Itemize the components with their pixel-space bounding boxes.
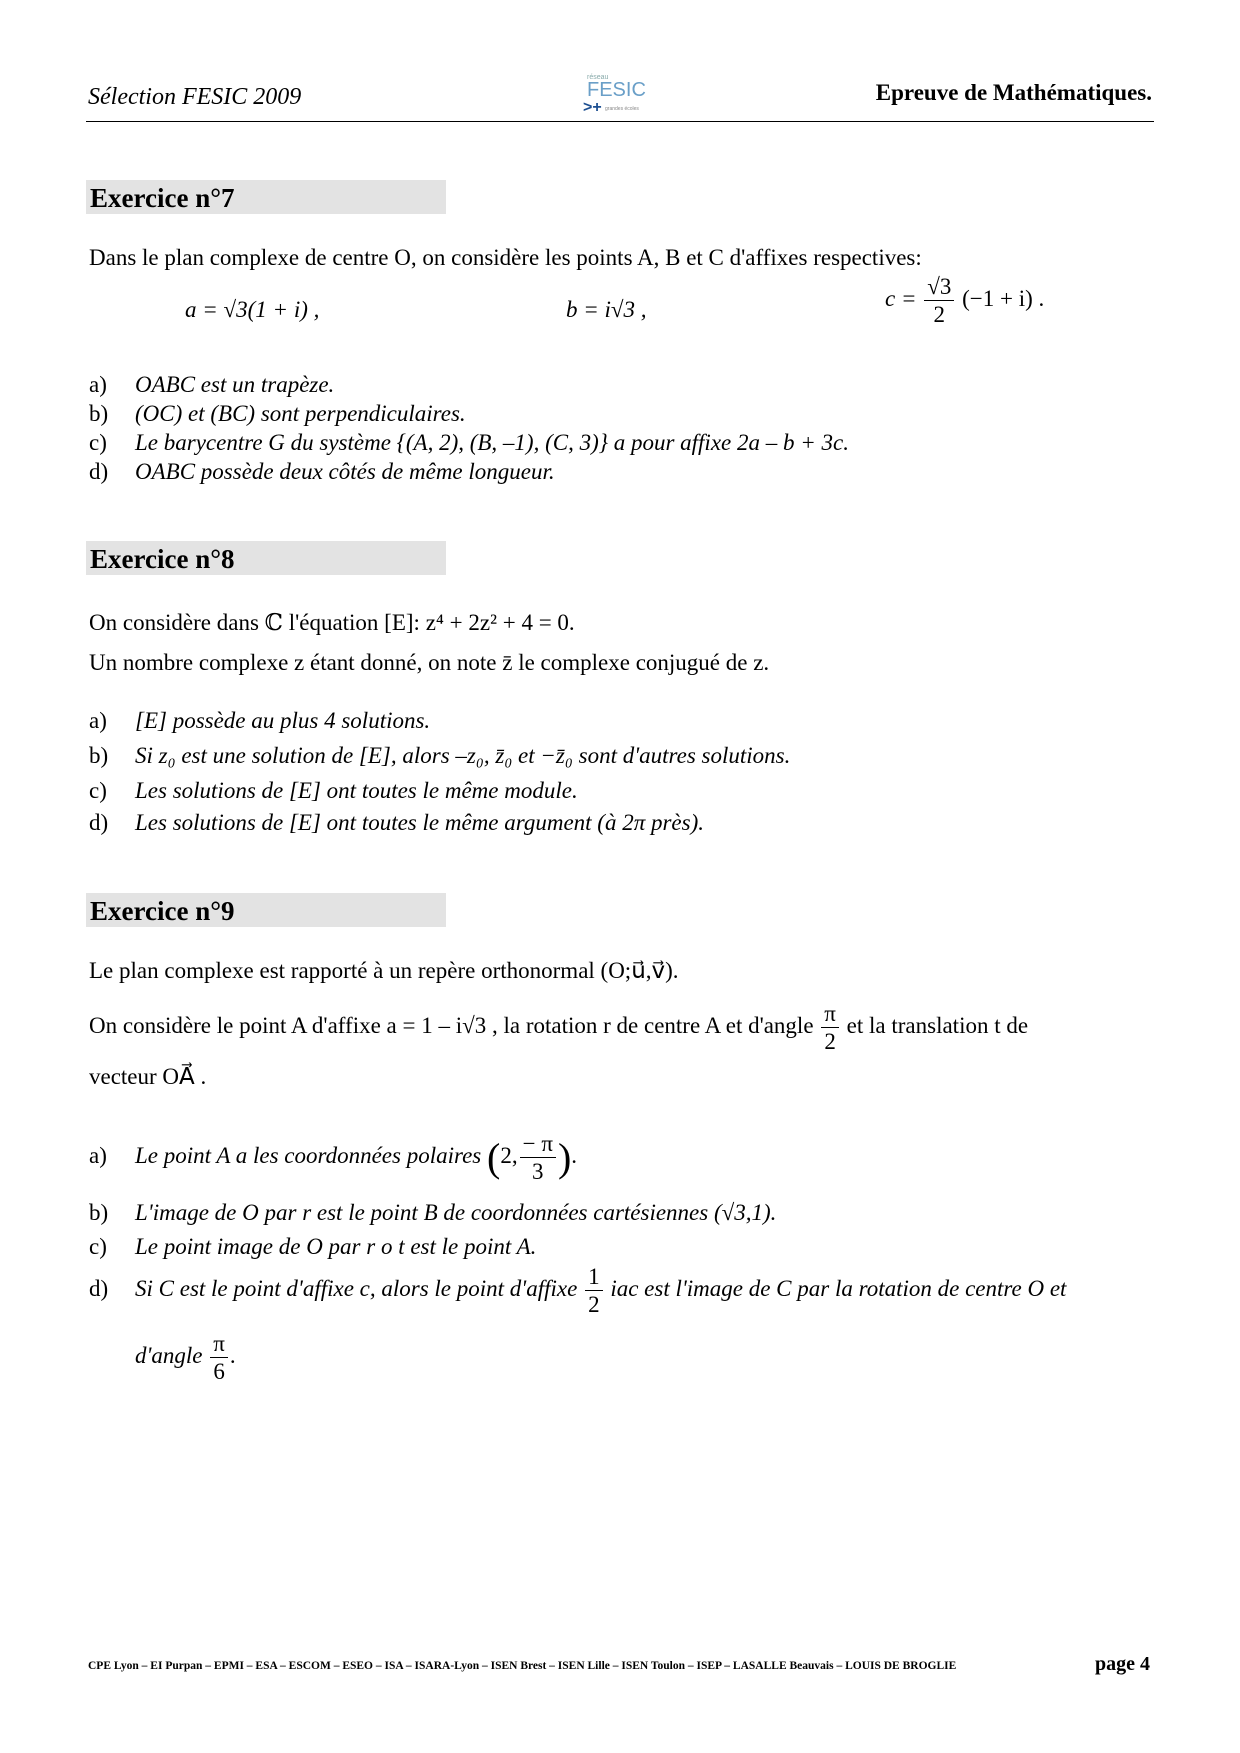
item-text-post: iac est l'image de C par la rotation de centre O et bbox=[610, 1275, 1067, 1301]
fraction-den: 2 bbox=[824, 1029, 836, 1054]
ex8-conjugate-def: Un nombre complexe z étant donné, on note z̄ le complexe conjugué de z. bbox=[89, 650, 770, 675]
ex7-intro: Dans le plan complexe de centre O, on considère les points A, B et C d'affixes respectives: bbox=[89, 245, 922, 270]
polar-angle-fraction bbox=[520, 1130, 556, 1185]
ex8-equation: On considère dans ℂ l'équation [E]: z⁴ + 2z² + 4 = 0. bbox=[89, 610, 575, 635]
header-divider bbox=[86, 121, 1154, 122]
ex7-item-c bbox=[89, 430, 849, 456]
ex9-line2a: On considère le point A d'affixe a = 1 – i√3 , la rotation r de centre A et d'angle bbox=[89, 1012, 814, 1038]
header-left: Sélection FESIC 2009 bbox=[88, 84, 302, 110]
polar-radius: 2, bbox=[500, 1142, 518, 1168]
item-text: Le point image de O par r o t est le point A. bbox=[135, 1234, 537, 1259]
item-text: OABC est un trapèze. bbox=[135, 372, 335, 397]
ex7-c-num: √3 bbox=[924, 273, 954, 301]
item-label: b) bbox=[89, 401, 109, 426]
ex9-title: Exercice n°9 bbox=[86, 893, 446, 927]
item-text: Le point A a les coordonnées polaires bbox=[135, 1142, 482, 1168]
item-label: b) bbox=[89, 743, 109, 768]
item-label: c) bbox=[89, 430, 107, 455]
ex7-c-fraction bbox=[924, 273, 954, 328]
item-d-angle-fraction bbox=[210, 1330, 228, 1385]
ex9-line2b: et la translation t de bbox=[846, 1012, 1029, 1038]
item-text: Les solutions de [E] ont toutes le même argument (à 2π près). bbox=[135, 810, 705, 835]
header-right: Epreuve de Mathématiques. bbox=[875, 80, 1152, 105]
item-text: Si C est le point d'affixe c, alors le point d'affixe bbox=[135, 1275, 578, 1301]
fesic-logo bbox=[575, 70, 675, 120]
item-label: a) bbox=[89, 372, 107, 397]
ex8-title: Exercice n°8 bbox=[86, 541, 446, 575]
ex8-item-c bbox=[89, 778, 578, 804]
ex9-item-a: a) Le point A a les coordonnées polaires (2, $\frac{- \pi}{3}$ ). bbox=[89, 1131, 578, 1184]
item-d-fraction bbox=[585, 1263, 603, 1318]
fraction-num: π bbox=[821, 1000, 839, 1028]
item-text: (OC) et (BC) sont perpendiculaires. bbox=[135, 401, 466, 426]
item-label: a) bbox=[89, 708, 107, 733]
footer-schools: CPE Lyon – EI Purpan – EPMI – ESA – ESCOM – ESEO – ISA – ISARA-Lyon – ISEN Brest – ISEN Lille – ISEN Toulon – ISEP – LASALLE Beauvais – LOUIS DE BROGLIE bbox=[88, 1660, 957, 1672]
item-text: L'image de O par r est le point B de coordonnées cartésiennes (√3,1). bbox=[135, 1200, 777, 1225]
item-label: a) bbox=[89, 1142, 107, 1168]
fraction-den: 2 bbox=[588, 1292, 600, 1317]
ex9-frame: Le plan complexe est rapporté à un repère orthonormal (O;u⃗,v⃗). bbox=[89, 958, 679, 983]
item-text: OABC possède deux côtés de même longueur. bbox=[135, 459, 555, 484]
page-number: page 4 bbox=[1095, 1653, 1150, 1675]
fraction-den: 3 bbox=[532, 1159, 544, 1184]
ex7-item-d bbox=[89, 459, 555, 485]
ex9-item-d-line2: d'angle $\frac{\pi}{6}$ . bbox=[135, 1331, 236, 1384]
fraction-num: − π bbox=[520, 1130, 556, 1158]
ex7-title: Exercice n°7 bbox=[86, 180, 446, 214]
ex9-angle-fraction bbox=[821, 1000, 839, 1055]
item-text: [E] possède au plus 4 solutions. bbox=[135, 708, 431, 733]
ex9-point-A bbox=[89, 1000, 1028, 1055]
ex7-c-rhs: (−1 + i) . bbox=[962, 285, 1045, 311]
fraction-num: 1 bbox=[585, 1263, 603, 1291]
item-label: d) bbox=[89, 459, 109, 484]
logo-sub: grandes écoles bbox=[605, 106, 639, 112]
item-label: b) bbox=[89, 1200, 109, 1225]
ex9-item-c bbox=[89, 1234, 536, 1260]
ex7-formula-a: a = √3(1 + i) , bbox=[185, 297, 320, 322]
ex7-item-b bbox=[89, 401, 466, 427]
item-text: Le barycentre G du système {(A, 2), (B, –1), (C, 3)} a pour affixe 2a – b + 3c. bbox=[135, 430, 849, 455]
ex7-c-lhs: c = bbox=[885, 285, 917, 311]
item-text: Si z₀ est une solution de [E], alors –z₀, z̄₀ et −z̄₀ sont d'autres solutions. bbox=[135, 743, 791, 768]
item-label: c) bbox=[89, 1234, 107, 1259]
ex8-item-b bbox=[89, 743, 790, 769]
item-label: c) bbox=[89, 778, 107, 803]
item-label: d) bbox=[89, 1275, 109, 1301]
ex9-item-d bbox=[89, 1263, 1066, 1318]
ex7-formula-c bbox=[885, 273, 1044, 328]
ex7-item-a bbox=[89, 372, 334, 398]
item-label: d) bbox=[89, 810, 109, 835]
item-text: d'angle bbox=[135, 1342, 203, 1368]
logo-top: réseau bbox=[587, 74, 609, 81]
ex7-formula-b: b = i√3 , bbox=[566, 297, 647, 322]
logo-main: FESIC bbox=[587, 79, 646, 101]
ex8-item-a bbox=[89, 708, 430, 734]
item-text: Les solutions de [E] ont toutes le même module. bbox=[135, 778, 578, 803]
svg-text:>+: >+ bbox=[583, 99, 602, 116]
ex8-item-d bbox=[89, 810, 704, 836]
ex9-item-b bbox=[89, 1200, 776, 1226]
fraction-num: π bbox=[210, 1330, 228, 1358]
ex7-c-den: 2 bbox=[933, 302, 946, 327]
fraction-den: 6 bbox=[213, 1359, 225, 1384]
ex9-vector: vecteur OA⃗ . bbox=[89, 1064, 207, 1089]
